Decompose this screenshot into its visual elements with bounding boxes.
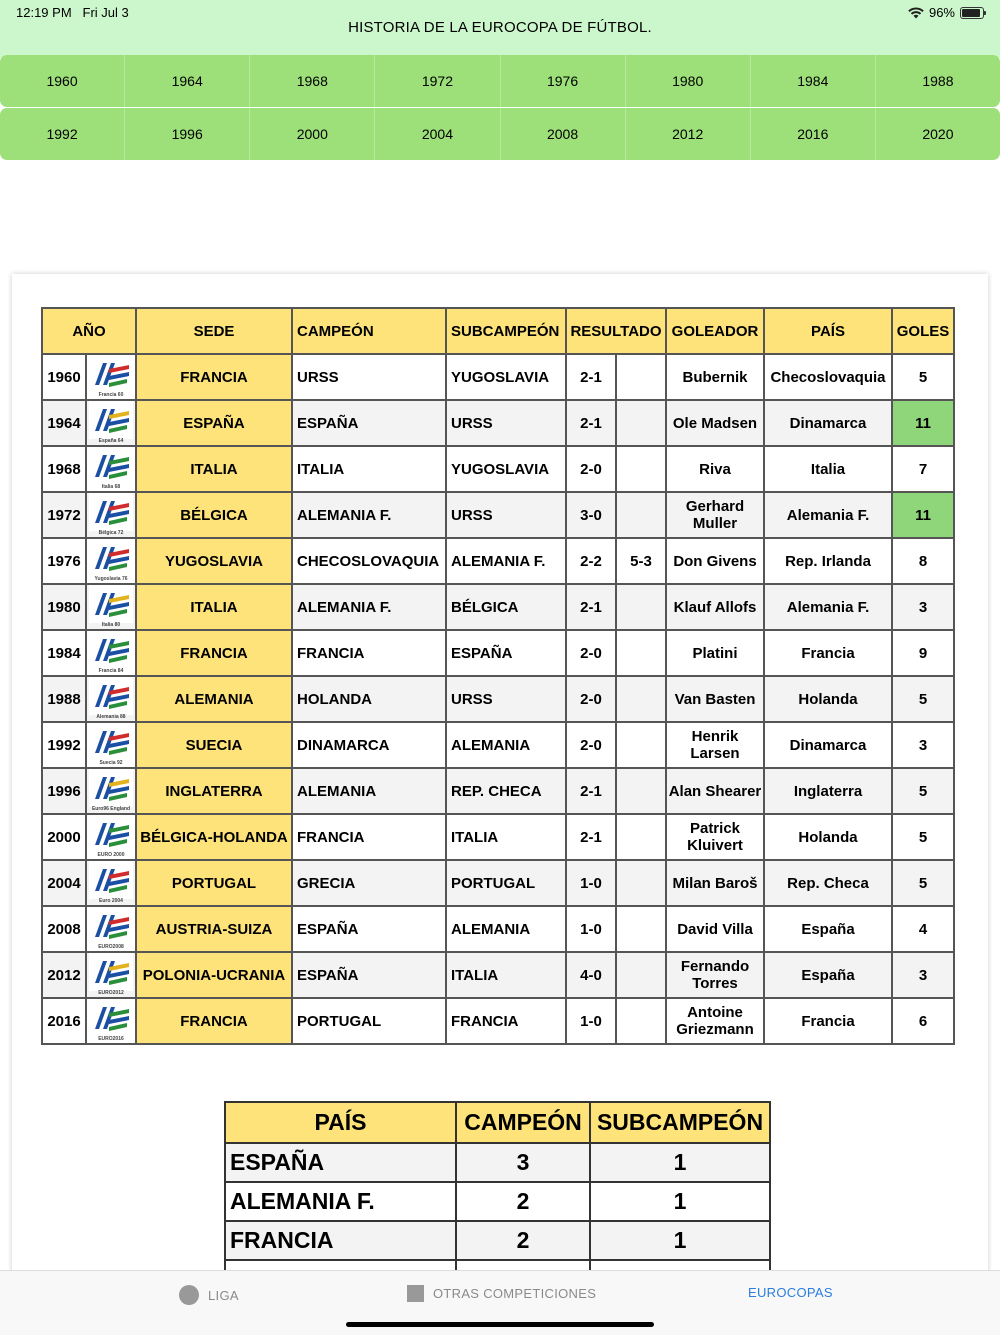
year-button-1972[interactable]: 1972 [375,55,500,107]
tournament-logo [89,769,133,813]
logo-cell [86,630,136,676]
subcampeon-cell: ALEMANIA F. [446,538,566,584]
campeon-cell: ESPAÑA [292,400,446,446]
table-row [42,860,954,906]
sede-cell: AUSTRIA-SUIZA [136,906,292,952]
status-indicators [908,5,984,20]
logo-caption: Bélgica 72 [98,530,124,536]
goleador-cell: Ole Madsen [666,400,764,446]
tab-eurocopas-label: EUROCOPAS [748,1285,833,1300]
tournament-logo [89,493,133,537]
goles-cell: 9 [892,630,954,676]
tournament-logo [89,401,133,445]
summary-pais-cell: FRANCIA [225,1221,456,1260]
campeon-cell: ALEMANIA F. [292,584,446,630]
year-cell: 2000 [42,814,86,860]
summary-pais-cell: ESPAÑA [225,1143,456,1182]
year-cell: 1968 [42,446,86,492]
goles-cell: 3 [892,952,954,998]
battery-icon [960,7,984,19]
campeon-cell: ESPAÑA [292,906,446,952]
goles-cell: 4 [892,906,954,952]
year-cell: 1980 [42,584,86,630]
year-cell: 1972 [42,492,86,538]
penalties-cell [616,768,666,814]
goleador-cell: Fernando Torres [666,952,764,998]
pais-cell: Francia [764,998,892,1044]
campeon-cell: GRECIA [292,860,446,906]
sede-cell: FRANCIA [136,354,292,400]
goleador-cell: Riva [666,446,764,492]
year-button-2016[interactable]: 2016 [751,108,876,160]
penalties-cell [616,676,666,722]
circle-icon [179,1285,199,1305]
logo-caption: EURO2012 [98,990,124,996]
goles-cell: 5 [892,354,954,400]
summary-header-subcampeon: SUBCAMPEÓN [590,1102,770,1143]
col-header-pais: PAÍS [764,308,892,354]
resultado-cell: 1-0 [566,860,616,906]
goles-cell: 7 [892,446,954,492]
logo-cell [86,538,136,584]
campeon-cell: FRANCIA [292,630,446,676]
table-row [42,676,954,722]
goleador-cell: Patrick Kluivert [666,814,764,860]
subcampeon-cell: FRANCIA [446,998,566,1044]
year-button-2012[interactable]: 2012 [626,108,751,160]
summary-row [225,1182,770,1221]
goles-cell: 11 [892,400,954,446]
logo-caption: Yugoslavia 76 [94,576,128,582]
logo-caption: Italia 68 [101,484,121,490]
summary-row [225,1221,770,1260]
year-cell: 2016 [42,998,86,1044]
resultado-cell: 2-1 [566,354,616,400]
year-button-1968[interactable]: 1968 [250,55,375,107]
page-title: HISTORIA DE LA EUROCOPA DE FÚTBOL. [348,19,652,36]
year-cell: 2004 [42,860,86,906]
logo-cell [86,400,136,446]
campeon-cell: DINAMARCA [292,722,446,768]
logo-caption: Francia 84 [98,668,124,674]
penalties-cell [616,952,666,998]
penalties-cell [616,400,666,446]
table-row [42,998,954,1044]
content-scroll-area[interactable] [12,274,988,1274]
tournament-logo [89,677,133,721]
col-header-goleador: GOLEADOR [666,308,764,354]
subcampeon-cell: REP. CHECA [446,768,566,814]
resultado-cell: 2-0 [566,446,616,492]
status-and-title-bar [0,0,1000,58]
campeon-cell: HOLANDA [292,676,446,722]
penalties-cell [616,722,666,768]
summary-subcampeon-cell: 1 [590,1143,770,1182]
logo-caption: Euro96 England [91,806,131,812]
sede-cell: ALEMANIA [136,676,292,722]
year-button-1980[interactable]: 1980 [626,55,751,107]
year-button-1984[interactable]: 1984 [751,55,876,107]
subcampeon-cell: ALEMANIA [446,906,566,952]
goles-cell: 3 [892,584,954,630]
summary-subcampeon-cell: 1 [590,1221,770,1260]
table-header-row [42,308,954,354]
logo-cell [86,354,136,400]
pais-cell: Holanda [764,676,892,722]
goleador-cell: Don Givens [666,538,764,584]
tournament-logo [89,723,133,767]
year-button-1960[interactable]: 1960 [0,55,125,107]
goleador-cell: Milan Baroš [666,860,764,906]
goleador-cell: David Villa [666,906,764,952]
tournament-logo [89,585,133,629]
logo-caption: Alemania 88 [96,714,126,720]
table-row [42,492,954,538]
campeon-cell: URSS [292,354,446,400]
summary-header-pais: PAÍS [225,1102,456,1143]
table-row [42,952,954,998]
goles-cell: 5 [892,860,954,906]
goleador-cell: Bubernik [666,354,764,400]
tournament-logo [89,815,133,859]
year-button-2000[interactable]: 2000 [250,108,375,160]
tournament-logo [89,953,133,997]
table-row [42,538,954,584]
sede-cell: POLONIA-UCRANIA [136,952,292,998]
subcampeon-cell: URSS [446,492,566,538]
subcampeon-cell: URSS [446,676,566,722]
penalties-cell [616,584,666,630]
home-indicator[interactable] [346,1322,654,1327]
goles-cell: 3 [892,722,954,768]
tournament-logo [89,539,133,583]
summary-campeon-cell: 3 [456,1143,590,1182]
year-selector-row-2 [0,108,1000,160]
sede-cell: PORTUGAL [136,860,292,906]
logo-caption: Suecia 92 [99,760,123,766]
goleador-cell: Gerhard Muller [666,492,764,538]
tab-otras-competiciones[interactable] [407,1285,596,1302]
tournament-logo [89,447,133,491]
logo-caption: Francia 60 [98,392,124,398]
col-header-goles: GOLES [892,308,954,354]
penalties-cell: 5-3 [616,538,666,584]
campeon-cell: ITALIA [292,446,446,492]
logo-cell [86,446,136,492]
penalties-cell [616,998,666,1044]
logo-cell [86,952,136,998]
goleador-cell: Van Basten [666,676,764,722]
square-icon [407,1285,424,1302]
year-cell: 1976 [42,538,86,584]
goles-cell: 11 [892,492,954,538]
resultado-cell: 2-1 [566,400,616,446]
resultado-cell: 2-0 [566,676,616,722]
status-time: 12:19 PM Fri Jul 3 [16,5,129,20]
goleador-cell: Klauf Allofs [666,584,764,630]
logo-caption: España 64 [98,438,124,444]
logo-caption: EURO2008 [98,944,124,950]
campeon-cell: PORTUGAL [292,998,446,1044]
sede-cell: ITALIA [136,446,292,492]
resultado-cell: 1-0 [566,998,616,1044]
pais-cell: Alemania F. [764,584,892,630]
logo-cell [86,768,136,814]
table-row [42,400,954,446]
col-header-campeon: CAMPEÓN [292,308,446,354]
campeon-cell: ESPAÑA [292,952,446,998]
year-cell: 1960 [42,354,86,400]
year-selector-row-1 [0,55,1000,107]
battery-percent: 96% [928,5,955,20]
summary-campeon-cell: 2 [456,1182,590,1221]
sede-cell: ITALIA [136,584,292,630]
logo-cell [86,584,136,630]
sede-cell: BÉLGICA [136,492,292,538]
year-cell: 1988 [42,676,86,722]
sede-cell: SUECIA [136,722,292,768]
col-header-resultado: RESULTADO [566,308,666,354]
logo-cell [86,860,136,906]
campeon-cell: FRANCIA [292,814,446,860]
year-button-2020[interactable]: 2020 [922,126,954,142]
subcampeon-cell: YUGOSLAVIA [446,354,566,400]
subcampeon-cell: ESPAÑA [446,630,566,676]
resultado-cell: 2-0 [566,722,616,768]
year-button-2008[interactable]: 2008 [501,108,626,160]
resultado-cell: 2-2 [566,538,616,584]
subcampeon-cell: YUGOSLAVIA [446,446,566,492]
logo-cell [86,814,136,860]
penalties-cell [616,860,666,906]
pais-cell: Holanda [764,814,892,860]
summary-row [225,1143,770,1182]
subcampeon-cell: ITALIA [446,952,566,998]
logo-cell [86,492,136,538]
table-row [42,768,954,814]
summary-pais-cell: ALEMANIA F. [225,1182,456,1221]
sede-cell: FRANCIA [136,998,292,1044]
tab-liga-label: LIGA [208,1287,239,1303]
table-row [42,354,954,400]
subcampeon-cell: URSS [446,400,566,446]
year-button-1992[interactable]: 1992 [0,108,125,160]
table-row [42,906,954,952]
penalties-cell [616,492,666,538]
tournament-logo [89,907,133,951]
subcampeon-cell: ITALIA [446,814,566,860]
resultado-cell: 2-0 [566,630,616,676]
subcampeon-cell: BÉLGICA [446,584,566,630]
pais-cell: Checoslovaquia [764,354,892,400]
summary-header-campeon: CAMPEÓN [456,1102,590,1143]
col-header-subcampeon: SUBCAMPEÓN [446,308,566,354]
col-header-sede: SEDE [136,308,292,354]
resultado-cell: 2-1 [566,768,616,814]
pais-cell: Alemania F. [764,492,892,538]
tournament-logo [89,999,133,1043]
pais-cell: Dinamarca [764,722,892,768]
resultado-cell: 2-1 [566,584,616,630]
year-cell: 1996 [42,768,86,814]
logo-cell [86,722,136,768]
logo-cell [86,906,136,952]
logo-caption: EURO 2000 [97,852,125,858]
year-cell: 2008 [42,906,86,952]
year-button-1996[interactable]: 1996 [125,108,250,160]
eurocopa-history-table [41,307,955,1045]
penalties-cell [616,630,666,676]
resultado-cell: 2-1 [566,814,616,860]
pais-cell: España [764,906,892,952]
goles-cell: 5 [892,768,954,814]
resultado-cell: 1-0 [566,906,616,952]
goleador-cell: Antoine Griezmann [666,998,764,1044]
pais-cell: Rep. Checa [764,860,892,906]
pais-cell: Italia [764,446,892,492]
table-row [42,584,954,630]
summary-header-row [225,1102,770,1143]
pais-cell: Francia [764,630,892,676]
penalties-cell [616,906,666,952]
logo-caption: Italia 80 [101,622,121,628]
tournament-logo [89,861,133,905]
pais-cell: Inglaterra [764,768,892,814]
year-cell: 1992 [42,722,86,768]
goleador-cell: Platini [666,630,764,676]
year-cell: 1964 [42,400,86,446]
year-button-1976[interactable]: 1976 [501,55,626,107]
tab-liga[interactable] [179,1285,239,1305]
resultado-cell: 3-0 [566,492,616,538]
goles-cell: 6 [892,998,954,1044]
logo-cell [86,676,136,722]
goleador-cell: Henrik Larsen [666,722,764,768]
year-cell: 1984 [42,630,86,676]
campeon-cell: CHECOSLOVAQUIA [292,538,446,584]
pais-cell: Dinamarca [764,400,892,446]
table-row [42,814,954,860]
penalties-cell [616,814,666,860]
wifi-icon [908,7,924,19]
year-button-1964[interactable]: 1964 [125,55,250,107]
sede-cell: ESPAÑA [136,400,292,446]
pais-cell: España [764,952,892,998]
subcampeon-cell: PORTUGAL [446,860,566,906]
penalties-cell [616,354,666,400]
sede-cell: YUGOSLAVIA [136,538,292,584]
subcampeon-cell: ALEMANIA [446,722,566,768]
table-row [42,630,954,676]
penalties-cell [616,446,666,492]
logo-caption: Euro 2004 [99,898,123,904]
tournament-logo [89,631,133,675]
summary-campeon-cell: 2 [456,1221,590,1260]
campeon-cell: ALEMANIA [292,768,446,814]
goles-cell: 5 [892,814,954,860]
resultado-cell: 4-0 [566,952,616,998]
year-button-2004[interactable]: 2004 [375,108,500,160]
col-header-year: AÑO [42,308,136,354]
table-row [42,722,954,768]
table-row [42,446,954,492]
sede-cell: FRANCIA [136,630,292,676]
logo-cell [86,998,136,1044]
goleador-cell: Alan Shearer [666,768,764,814]
tournament-logo [89,355,133,399]
goles-cell: 8 [892,538,954,584]
summary-subcampeon-cell: 1 [590,1182,770,1221]
year-button-1988[interactable]: 1988 [922,73,954,89]
tab-eurocopas[interactable] [748,1285,833,1300]
pais-cell: Rep. Irlanda [764,538,892,584]
logo-caption: EURO2016 [98,1036,124,1042]
campeon-cell: ALEMANIA F. [292,492,446,538]
sede-cell: INGLATERRA [136,768,292,814]
goles-cell: 5 [892,676,954,722]
sede-cell: BÉLGICA-HOLANDA [136,814,292,860]
tab-otras-label: OTRAS COMPETICIONES [433,1286,597,1301]
year-cell: 2012 [42,952,86,998]
